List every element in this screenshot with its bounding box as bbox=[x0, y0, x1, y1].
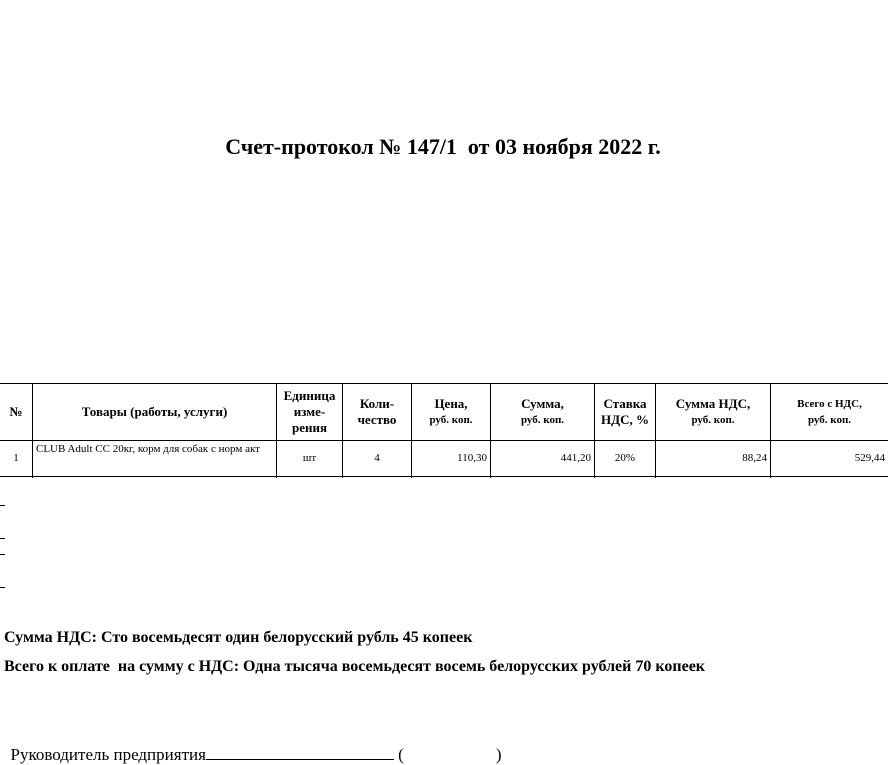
margin-tick bbox=[0, 538, 5, 539]
invoice-table bbox=[0, 383, 888, 478]
cell-cut bbox=[277, 477, 343, 479]
cell-price: 110,30 bbox=[412, 441, 491, 477]
cell-cut bbox=[595, 477, 656, 479]
header-sum-label: Сумма, bbox=[521, 396, 564, 411]
signature-close-paren: ) bbox=[495, 745, 502, 764]
header-total bbox=[771, 384, 889, 441]
header-goods: Товары (работы, услуги) bbox=[33, 384, 277, 441]
cell-unit: шт bbox=[277, 441, 343, 477]
cell-qty: 4 bbox=[343, 441, 412, 477]
table-row-cut bbox=[0, 477, 888, 479]
cell-sum: 441,20 bbox=[491, 441, 595, 477]
cell-cut bbox=[491, 477, 595, 479]
signature-line bbox=[2, 723, 502, 765]
vat-amount-words: Сумма НДС: Сто восемьдесят один белорусский рубль 45 копеек bbox=[4, 629, 473, 646]
cell-vat-sum: 88,24 bbox=[656, 441, 771, 477]
signature-open-paren: ( bbox=[398, 745, 404, 764]
header-vat-rate: Ставка НДС, % bbox=[595, 384, 656, 441]
cell-cut bbox=[343, 477, 412, 479]
total-amount-words: Всего к оплате на сумму с НДС: Одна тысяча восемьдесят восемь белорусских рублей 70 копеек bbox=[4, 658, 706, 675]
header-total-label: Всего с НДС, bbox=[797, 398, 862, 410]
cell-vat-rate: 20% bbox=[595, 441, 656, 477]
header-vat-sum bbox=[656, 384, 771, 441]
table-row bbox=[0, 441, 888, 477]
cell-num: 1 bbox=[0, 441, 33, 477]
header-price bbox=[412, 384, 491, 441]
header-num: № bbox=[0, 384, 33, 441]
header-sum-sub: руб. коп. bbox=[520, 414, 565, 426]
header-unit: Единица изме- рения bbox=[277, 384, 343, 441]
header-sum bbox=[491, 384, 595, 441]
cell-total: 529,44 bbox=[771, 441, 889, 477]
header-vat-sum-label: Сумма НДС, bbox=[675, 396, 751, 411]
header-price-sub: руб. коп. bbox=[429, 414, 473, 426]
margin-tick bbox=[0, 554, 5, 555]
cell-cut bbox=[0, 477, 33, 479]
cell-cut bbox=[33, 477, 277, 479]
header-vat-sum-sub: руб. коп. bbox=[691, 414, 735, 426]
margin-tick bbox=[0, 505, 5, 506]
cell-goods: CLUB Adult CC 20кг, корм для собак с норм акт bbox=[33, 441, 277, 477]
header-qty: Коли- чество bbox=[343, 384, 412, 441]
cell-cut bbox=[412, 477, 491, 479]
header-total-sub: руб. коп. bbox=[807, 414, 852, 426]
table-header-row bbox=[0, 384, 888, 441]
document-title: Счет-протокол № 147/1 от 03 ноября 2022 г. bbox=[225, 134, 661, 159]
margin-tick bbox=[0, 587, 5, 588]
invoice-table-container bbox=[0, 383, 888, 478]
cell-cut bbox=[656, 477, 771, 479]
signature-label: Руководитель предприятия bbox=[10, 745, 206, 764]
signature-underline bbox=[206, 743, 394, 760]
cell-cut bbox=[771, 477, 889, 479]
header-price-label: Цена, bbox=[434, 396, 468, 411]
